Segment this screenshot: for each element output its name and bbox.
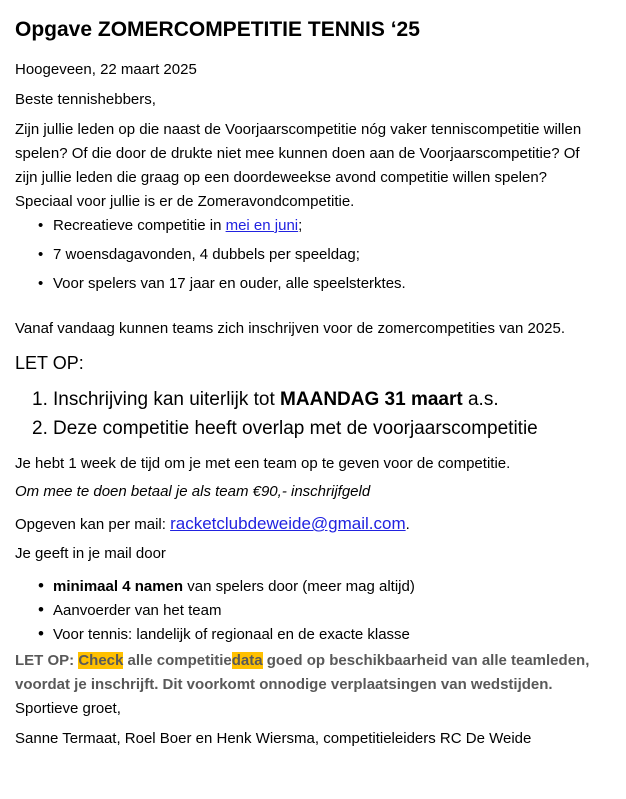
mail-line bbox=[15, 514, 604, 535]
mail-line-text: Opgeven kan per mail: bbox=[15, 516, 171, 533]
highlighted-check: Check bbox=[78, 652, 124, 669]
competition-features-list bbox=[15, 216, 604, 294]
feature-item-evenings: • 7 woensdagavonden, 4 dubbels per speeldag; bbox=[15, 245, 604, 265]
mail-requirements-list bbox=[15, 577, 604, 645]
mail-item-text: van spelers door (meer mag altijd) bbox=[183, 578, 415, 595]
feature-text: ; bbox=[298, 217, 303, 234]
mail-item-text: Voor tennis: landelijk of regionaal en de exacte klasse bbox=[53, 626, 410, 643]
mail-item-names bbox=[15, 577, 604, 597]
dateline: Hoogeveen, 22 maart 2025 bbox=[15, 61, 197, 78]
deadline-date: MAANDAG 31 maart bbox=[280, 389, 463, 410]
registration-open-line: Vanaf vandaag kunnen teams zich inschrijven voor de zomercompetities van 2025. bbox=[15, 320, 566, 337]
feature-item-recreative bbox=[15, 216, 604, 236]
intro-paragraph: Zijn jullie leden op die naast de Voorjaarscompetitie nóg vaker tenniscompetitie willen spelen? Of die door de drukte niet mee kunnen doen aan de Voorjaarscompetitie? Of zijn jullie leden die graag op een doordeweekse avond competitie willen spelen? Speciaal voor jullie is er de Zomeravondcompetitie. bbox=[15, 121, 582, 210]
attention-item-deadline bbox=[15, 387, 604, 412]
mail-item-captain bbox=[15, 601, 604, 621]
attention-text: Deze competitie heeft overlap met de voorjaarscompetitie bbox=[53, 418, 538, 439]
page-title: Opgave ZOMERCOMPETITIE TENNIS ‘25 bbox=[15, 18, 420, 41]
attention-text: Inschrijving kan uiterlijk tot bbox=[53, 389, 281, 410]
attention-list bbox=[15, 387, 604, 441]
attention-item-overlap bbox=[15, 416, 604, 441]
closing-line: Sportieve groet, bbox=[15, 700, 121, 717]
mail-item-text: Aanvoerder van het team bbox=[53, 602, 222, 619]
signature-line: Sanne Termaat, Roel Boer en Henk Wiersma, competitieleiders RC De Weide bbox=[15, 730, 532, 747]
warning-text: goed op beschikbaarheid van alle teamleden, voordat je inschrijft. Dit voorkomt onnodige verplaatsingen van wedstijden. bbox=[15, 652, 590, 693]
warning-label: LET OP: bbox=[15, 652, 79, 669]
mail-line-text: . bbox=[405, 516, 410, 533]
fee-line: Om mee te doen betaal je als team €90,- inschrijfgeld bbox=[15, 483, 371, 500]
attention-text: a.s. bbox=[462, 389, 499, 410]
feature-item-players: • Voor spelers van 17 jaar en ouder, alle speelsterktes. bbox=[15, 274, 604, 294]
warning-text: alle competitie bbox=[123, 652, 232, 669]
mei-en-juni-link[interactable]: mei en juni bbox=[225, 217, 299, 234]
mail-item-bold: minimaal 4 namen bbox=[53, 578, 184, 595]
availability-warning bbox=[15, 649, 604, 697]
mail-intro-line: Je geeft in je mail door bbox=[15, 545, 166, 562]
week-deadline-line: Je hebt 1 week de tijd om je met een team op te geven voor de competitie. bbox=[15, 455, 511, 472]
attention-heading: LET OP: bbox=[15, 353, 84, 373]
feature-text: Recreatieve competitie in bbox=[53, 217, 226, 234]
salutation: Beste tennishebbers, bbox=[15, 91, 156, 108]
email-link[interactable]: racketclubdeweide@gmail.com bbox=[170, 514, 406, 533]
highlighted-data: data bbox=[231, 652, 263, 669]
mail-item-class bbox=[15, 625, 604, 645]
